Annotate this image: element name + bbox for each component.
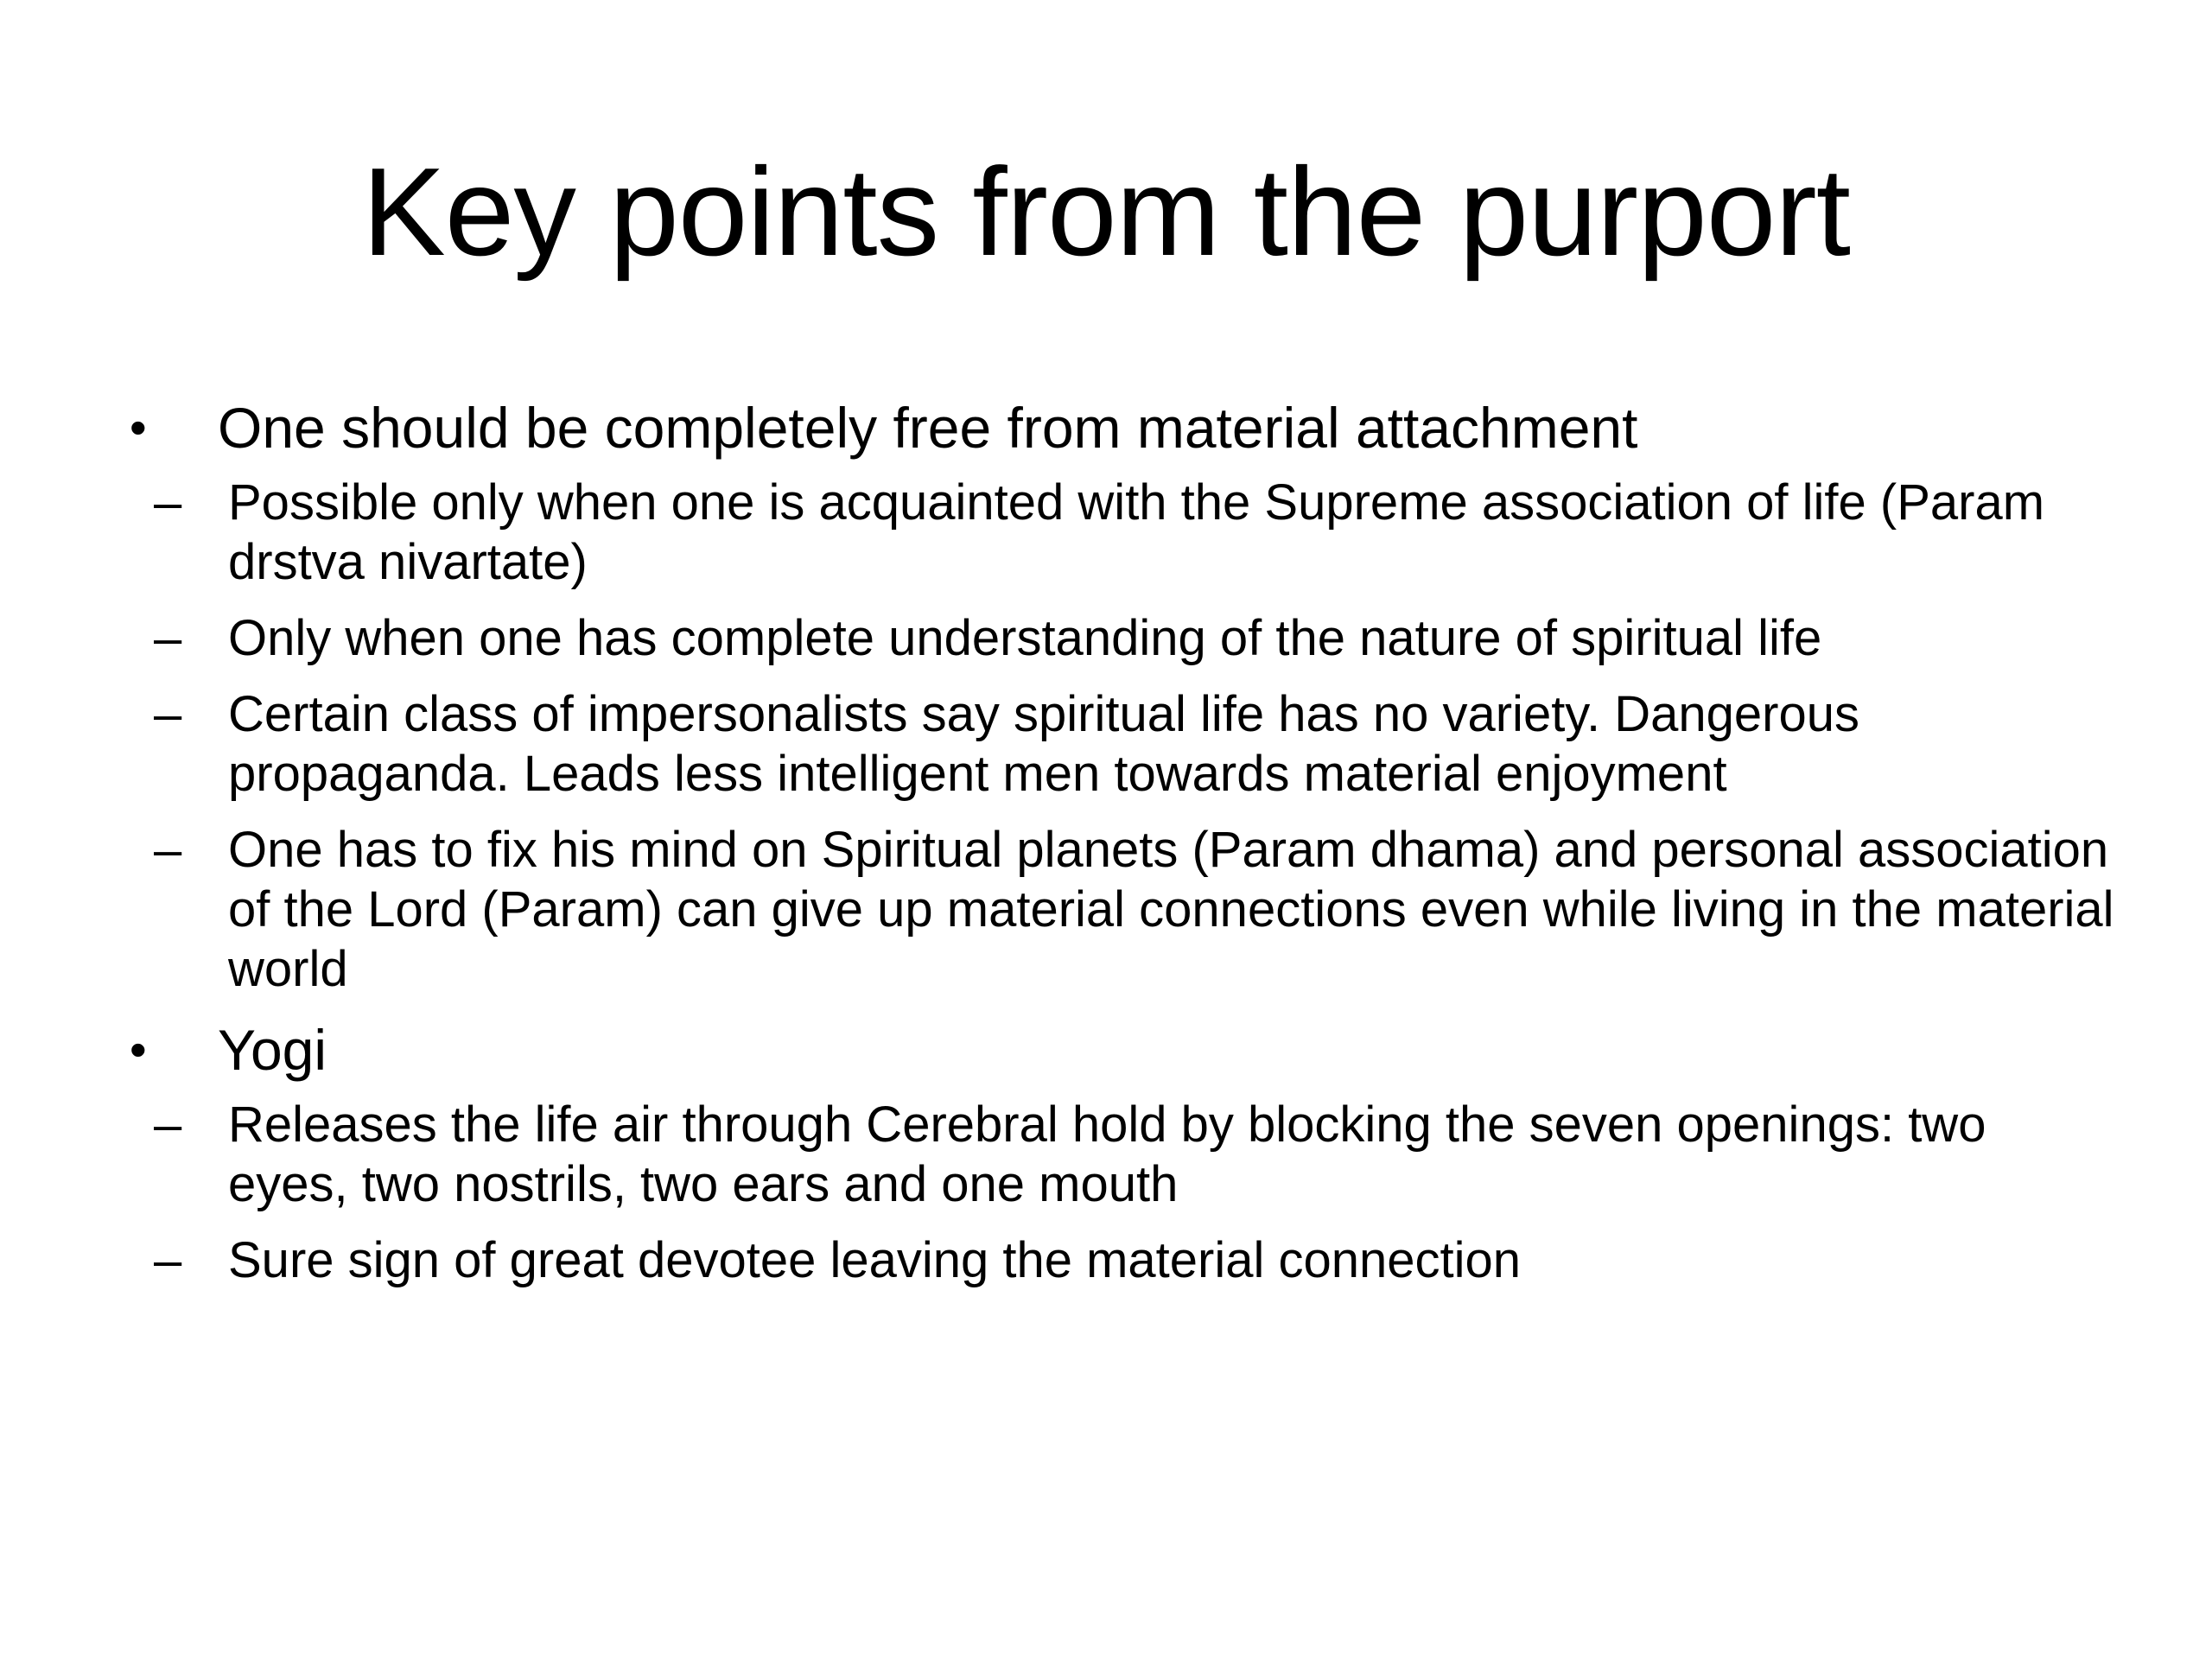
sub-bullet-item [41,608,2117,668]
sub-bullet-text: One has to fix his mind on Spiritual planets (Param dhama) and personal association of the Lord (Param) can give up material connections even while living in the material world [228,822,2114,997]
sub-bullet-item [41,1095,2117,1214]
sub-bullet-item [41,473,2117,592]
slide-title: Key points from the purport [362,142,1850,282]
sub-bullet-list [130,473,2117,999]
slide-content [130,393,2117,1306]
bullet-marker: • [130,400,147,454]
sub-bullet-text: Certain class of impersonalists say spiritual life has no variety. Dangerous propaganda. Leads less intelligent men towards material enjoyment [228,686,1859,802]
sub-bullet-text: Only when one has complete understanding of the nature of spiritual life [228,610,1822,666]
bullet-item [130,393,2117,462]
dash-marker: – [154,822,182,878]
bullet-text: One should be completely free from material attachment [218,396,1638,460]
dash-marker: – [154,1096,182,1153]
sub-bullet-text: Releases the life air through Cerebral hold by blocking the seven openings: two eyes, two nostrils, two ears and one mouth [228,1096,1986,1212]
sub-bullet-text: Sure sign of great devotee leaving the material connection [228,1232,1522,1288]
sub-bullet-item [41,820,2117,999]
sub-bullet-text: Possible only when one is acquainted with the Supreme association of life (Param drstva nivartate) [228,474,2045,590]
dash-marker: – [154,686,182,742]
sub-bullet-item [41,1230,2117,1290]
dash-marker: – [154,610,182,666]
sub-bullet-list [130,1095,2117,1290]
bullet-marker: • [130,1022,147,1077]
dash-marker: – [154,1232,182,1288]
bullet-item [130,1015,2117,1084]
dash-marker: – [154,474,182,531]
bullet-text: Yogi [218,1018,327,1082]
sub-bullet-item [41,684,2117,804]
